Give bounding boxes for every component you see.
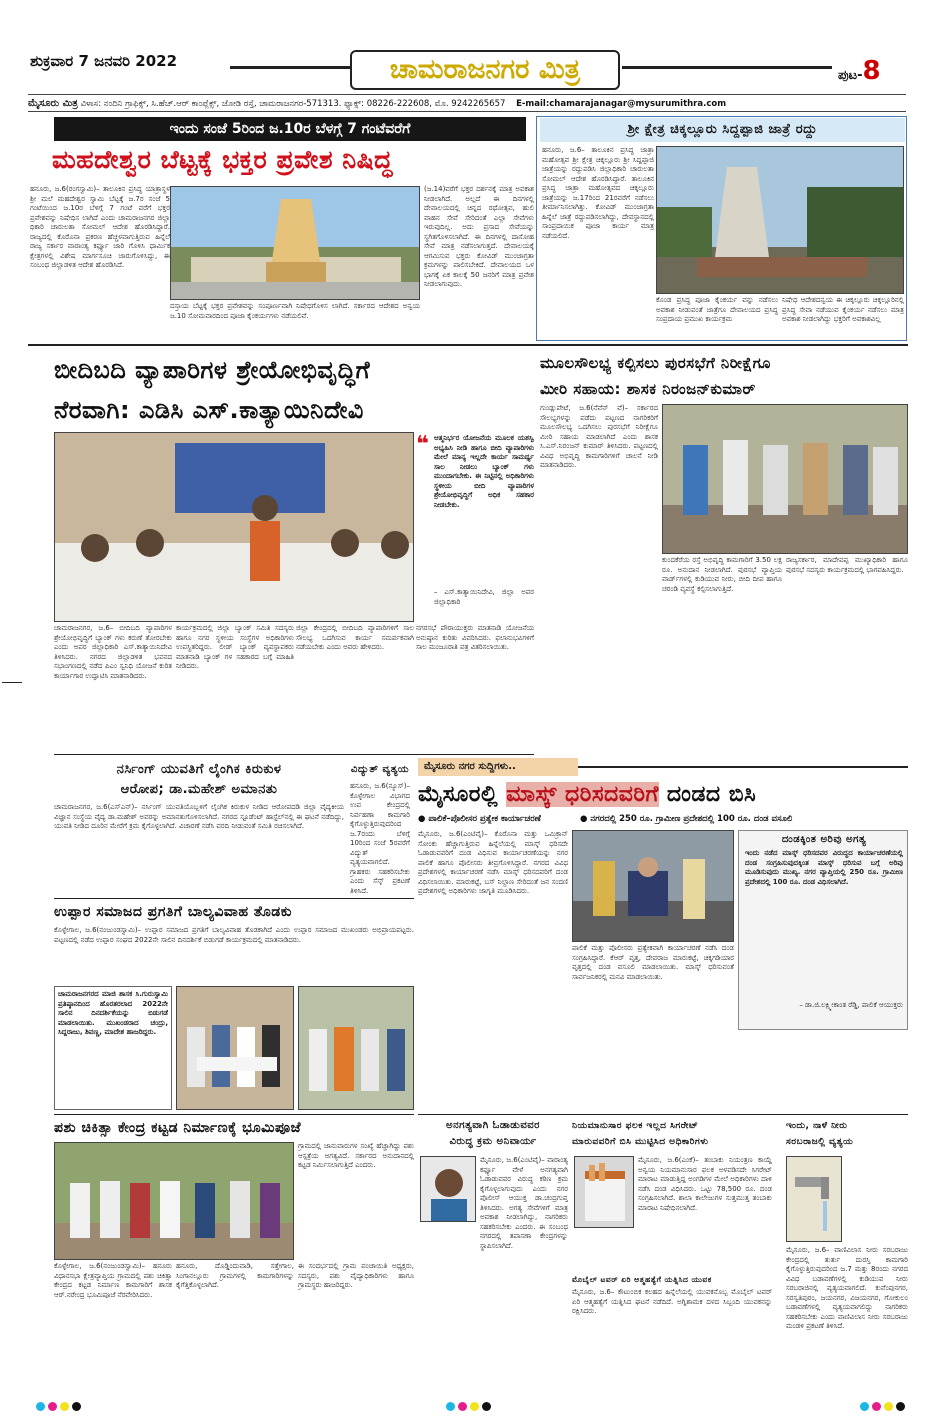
- inauguration-photo-svg: [663, 405, 908, 554]
- story2-headline: ಶ್ರೀ ಕ್ಷೇತ್ರ ಚಿಕ್ಕಲ್ಲೂರು ಸಿದ್ದಪ್ಪಾಜಿ ಜಾತ್ರೆ ರದ್ದು: [540, 118, 905, 142]
- registration-dot-magenta-right: [872, 1402, 881, 1411]
- quote-text: ಆತ್ಮನಿರ್ಭರ ಯೋಜನೆಯ ಮೂಲಕ ಯಶಸ್ವಿ ಅಭ್ಯಹಿಸಿ ನೀಡಿ ಹಾಗೂ ಬೀದಿ ವ್ಯಾಪಾರಿಗಳು ಮೇಲೆ ಮಾನ್ಯ ಇಲ್ಲದೇ ಕಾರ್ಯ ಸಾಮರ್ಥ್ಯ ಸಾಲ ನೀಡಲು ಬ್ಯಾಂಕ್ ಗಳು ಮುಂದಾಗಬೇಕು. ಈ ನಿಟ್ಟಿನಲ್ಲಿ ಅಧಿಕಾರಿಗಳು ಸ್ಥಳೀಯ ಬೀದಿ ವ್ಯಾಪಾರಿಗಳ ಶ್ರೇಯೋಭಿವೃದ್ಧಿಗೆ ಅಧಿಕ ಸಹಕಾರ ನೀಡಬೇಕು.: [434, 434, 534, 509]
- divider-2: [54, 754, 534, 755]
- story3-headline2: ನೆರವಾಗಿ: ಎಡಿಸಿ ಎಸ್.ಕಾತ್ಯಾಯಿನಿದೇವಿ: [54, 396, 364, 424]
- temple-photo: [170, 186, 420, 300]
- story3-headline1: ಬೀದಿಬದಿ ವ್ಯಾಪಾರಿಗಳ ಶ್ರೇಯೋಭಿವೃದ್ಧಿಗೆ: [54, 356, 371, 384]
- commissioner-portrait: [420, 1156, 476, 1222]
- mysuru-label-rule: [578, 766, 908, 768]
- quote-box: [416, 432, 534, 622]
- mysuru-headline-a: ಮೈಸೂರಲ್ಲಿ: [418, 782, 507, 807]
- page-num: 8: [862, 56, 881, 86]
- story4-headline1: ಮೂಲಸೌಲಭ್ಯ ಕಲ್ಪಿಸಲು ಪುರಸಭೆಗೆ ನಿರೀಕ್ಷೆಗೂ: [540, 354, 771, 372]
- issue-date: ಶುಕ್ರವಾರ 7 ಜನವರಿ 2022: [30, 52, 178, 70]
- water-tap-svg: [787, 1157, 842, 1242]
- bhoomi-pooja-photo: [54, 1142, 294, 1260]
- mysuru-box-title: ದಂಡಕ್ಕಿಂತ ಅರಿವು ಅಗತ್ಯ: [781, 834, 867, 845]
- story6-headline: ವಿದ್ಯುತ್ ವ್ಯತ್ಯಯ: [350, 764, 410, 775]
- temple-photo-svg: [171, 187, 420, 300]
- address-text: ವಿಳಾಸ: ನಂದಿನಿ ಗ್ರಾಫಿಕ್ಸ್, ಸಿ.ಹೆಚ್.ಆರ್ ಕಾಂಪ್ಲೆಕ್ಸ್, ಜೋಡಿ ರಸ್ತೆ, ಚಾಮರಾಜನಗರ-571313. ಫ್ಯಾಕ್ಸ್: 08226-222608, ಮೊ. 9242265657: [80, 99, 506, 109]
- story10-headline2: ಮಾರುವವರಿಗೆ ಬಿಸಿ ಮುಟ್ಟಿಸಿದ ಅಧಿಕಾರಿಗಳು: [572, 1137, 709, 1147]
- story11-headline2: ಸರಬರಾಜಲ್ಲಿ ವ್ಯತ್ಯಯ: [786, 1137, 854, 1147]
- address-bar: [28, 94, 906, 112]
- story2-col1: ಹನೂರು, ಜ.6– ತಾಲೂಕಿನ ಪ್ರಸಿದ್ಧ ಜಾತ್ರಾ ಮಹೋತ್ಸವ ಶ್ರೀ ಕ್ಷೇತ್ರ ಚಿಕ್ಕಲ್ಲೂರು ಶ್ರೀ ಸಿದ್ದಪ್ಪಾಜಿ ಜಾತ್ರೆಯನ್ನು ರದ್ದುಪಡಿಸಿ ಜಿಲ್ಲಾಧಿಕಾರಿ ಚಾರುಲತಾ ಸೋಮಲ್ ಆದೇಶ ಹೊರಡಿಸಿದ್ದಾರೆ. ತಾಲೂಕಿನ ಪ್ರಸಿದ್ಧ ಜಾತ್ರಾ ಮಹೋತ್ಸವದ ಚಿಕ್ಕಲ್ಲೂರು ಜಾತ್ರೆಯನ್ನು ಜ.17ರಿಂದ 21ರವರೆಗೆ ನಡೆಸಲು ತೀರ್ಮಾನಿಸಲಾಗಿತ್ತು. ಕೋವಿಡ್ ಮುಂಜಾಗ್ರತಾ ಹಿನ್ನೆಲೆ ಜಾತ್ರೆ ರದ್ದುಪಡಿಸಲಾಗಿದ್ದು, ದೇವಸ್ಥಾನದಲ್ಲಿ ಸಾಂಪ್ರದಾಯಿಕ ಪೂಜಾ ಕಾರ್ಯ ಮಾತ್ರ ನಡೆಯಲಿದೆ.: [542, 146, 654, 240]
- mysuru-headline-b: ಮಾಸ್ಕ್ ಧರಿಸದವರಿಗೆ: [506, 782, 659, 807]
- divider-3: [54, 898, 414, 899]
- calendar-photo-1-svg: [177, 987, 294, 1110]
- mysuru-col2: ಪಾಲಿಕೆ ಮತ್ತು ಪೊಲೀಸರು ಪ್ರತ್ಯೇಕವಾಗಿ ಕಾರ್ಯಾಚರಣೆ ನಡೆಸಿ ದಂಡ ಸಂಗ್ರಹಿಸಿದ್ದಾರೆ. ಕೆಆರ್ ವೃತ್ತ, ದೇವರಾಜ ಮಾರುಕಟ್ಟೆ, ಚಿಕ್ಕಗಡಿಯಾರ ವೃತ್ತದಲ್ಲಿ ದಂಡ ವಸೂಲಿ ಮಾಡಲಾಯಿತು. ಮಾಸ್ಕ್ ಧರಿಸುವಂತೆ ಸಾರ್ವಜನಿಕರಲ್ಲಿ ಮನವಿ ಮಾಡಲಾಯಿತು.: [572, 944, 734, 981]
- story4-col3: ರಾಜ್ಯಸರ್ಕಾರ, ಮಾದೇವಪ್ಪ ಮುಖ್ಯಾಧಿಕಾರಿ ಹಾಗೂ ಪುರಸಭೆ ಸದಸ್ಯರು ಕಾರ್ಯಕ್ರಮದಲ್ಲಿ ಭಾಗವಹಿಸಿದ್ದರು.: [786, 556, 908, 574]
- story1-col2: ದಸ್ತಾಯ ಬೆಟ್ಟಕ್ಕೆ ಭಕ್ತರ ಪ್ರವೇಶವನ್ನು ಸಂಪೂರ್ಣವಾಗಿ ನಿಷೇಧಗೊಳಿಸ ಲಾಗಿದೆ. ಸರ್ಕಾರದ ಆದೇಶದ ಅನ್ವಯ ಜ.10 ಸೋಮವಾರದಿಂದ ಪೂಜಾ ಕೈಂಕರ್ಯಗಳು ನಡೆಯಲಿವೆ.: [170, 302, 420, 320]
- chikkalluru-photo-svg: [657, 147, 904, 294]
- mysuru-label: ಮೈಸೂರು ನಗರ ಸುದ್ದಿಗಳು..: [418, 758, 578, 776]
- registration-dot-black-right: [896, 1402, 905, 1411]
- mysuru-col1: ಮೈಸೂರು, ಜ.6(ಎಂಟಿವೈ)– ಕೊರೊನಾ ಮತ್ತು ಒಮಿಕ್ರಾನ್ ಸೋಂಕು ಹೆಚ್ಚಾಗುತ್ತಿರುವ ಹಿನ್ನೆಲೆಯಲ್ಲಿ ಮಾಸ್ಕ್ ಧರಿಸದೇ ಓಡಾಡುವವರಿಗೆ ದಂಡ ವಿಧಿಸುವ ಕಾರ್ಯಾಚರಣೆಯನ್ನು ನಗರ ಪಾಲಿಕೆ ಹಾಗೂ ಪೊಲೀಸರು ತೀವ್ರಗೊಳಿಸಿದ್ದಾರೆ. ನಗರದ ವಿವಿಧ ಪ್ರದೇಶಗಳಲ್ಲಿ ಕಾರ್ಯಾಚರಣೆ ನಡೆಸಿ ಮಾಸ್ಕ್ ಧರಿಸದವರಿಗೆ ದಂಡ ವಿಧಿಸಲಾಯಿತು. ಮಾರುಕಟ್ಟೆ, ಬಸ್ ನಿಲ್ದಾಣ ಸೇರಿದಂತೆ ಜನ ಸಂದಣಿ ಪ್ರದೇಶಗಳಲ್ಲಿ ಅಧಿಕಾರಿಗಳು ಜಾಗೃತಿ ಮೂಡಿಸಿದರು.: [418, 830, 568, 895]
- newspaper-title: ಚಾಮರಾಜನಗರ ಮಿತ್ರ: [350, 50, 620, 90]
- cigarette-photo: [574, 1156, 634, 1228]
- page-number: [838, 56, 898, 86]
- registration-dot-cyan-right: [860, 1402, 869, 1411]
- registration-dot-black-left: [72, 1402, 81, 1411]
- registration-dot-cyan-left: [36, 1402, 45, 1411]
- mask-drive-photo-svg: [573, 831, 734, 942]
- story1-headline: ಮಹದೇಶ್ವರ ಬೆಟ್ಟಕ್ಕೆ ಭಕ್ತರ ಪ್ರವೇಶ ನಿಷಿದ್ಧ: [52, 145, 393, 174]
- meeting-photo: [54, 432, 414, 622]
- registration-dot-yellow-right: [884, 1402, 893, 1411]
- masthead-rule-left: [230, 66, 350, 69]
- story11-headline1: ಇಂದು, ನಾಳೆ ನೀರು: [786, 1121, 848, 1131]
- story10-sub-body: ಮೈಸೂರು, ಜ.6– ಕೌಟುಂಬಿಕ ಕಲಹದ ಹಿನ್ನೆಲೆಯಲ್ಲಿ ಯುವಕನೊಬ್ಬ ಮೊಬೈಲ್ ಟವರ್ ಏರಿ ಆತ್ಮಹತ್ಯೆಗೆ ಯತ್ನಿಸಿದ ಘಟನೆ ನಡೆದಿದೆ. ಅಗ್ನಿಶಾಮಕ ದಳದ ಸಿಬ್ಬಂದಿ ಯುವಕನನ್ನು ರಕ್ಷಿಸಿದರು.: [572, 1288, 772, 1315]
- story1-col1: ಹನೂರು, ಜ.6(ರಂಗಸ್ವಾಮಿ)– ತಾಲೂಕಿನ ಪ್ರಸಿದ್ಧ ಯಾತ್ರಾಸ್ಥಳ ಶ್ರೀ ಮಲೆ ಮಹದೇಶ್ವರ ಸ್ವಾಮಿ ಬೆಟ್ಟಕ್ಕೆ ಜ.7ರ ಸಂಜೆ 5 ಗಂಟೆಯಿಂದ ಜ.10ರ ಬೆಳಿಗ್ಗೆ 7 ಗಂಟೆ ವರೆಗೆ ಭಕ್ತರ ಪ್ರವೇಶವನ್ನು ನಿಷೇಧಿಸ ಲಾಗಿದೆ ಎಂದು ಚಾಮರಾಜನಗರ ಜಿಲ್ಲಾ ಧಿಕಾರಿ ಚಾರುಲತಾ ಸೋಮಲ್ ಆದೇಶ ಹೊರಡಿಸಿದ್ದಾರೆ. ರಾಜ್ಯದಲ್ಲಿ ಕೊರೊನಾ ಪ್ರಕರಣ ಹೆಚ್ಚಳವಾಗುತ್ತಿರುವ ಹಿನ್ನೆಲೆ ರಾಜ್ಯ ಸರ್ಕಾರ ವಾರಾಂತ್ಯ ಕರ್ಫ್ಯೂ ಜಾರಿ ಗೊಳಿಸಿ ಧಾರ್ಮಿಕ ಕ್ಷೇತ್ರಗಳಲ್ಲಿ ವಿಶೇಷ ಮಾರ್ಗಸೂಚಿ ಜಾರುಗೊಳಿಸಿದ್ದು, ಈ ಸಂಬಂಧ ಜಿಲ್ಲಾಡಳಿತ ಆದೇಶ ಹೊರಡಿಸಿದೆ.: [30, 185, 170, 269]
- mysuru-sub1: ● ಪಾಲಿಕೆ–ಪೊಲೀಸರ ಪ್ರತ್ಯೇಕ ಕಾರ್ಯಾಚರಣೆ: [418, 814, 541, 824]
- story11-body: ಮೈಸೂರು, ಜ.6– ವಾಣಿವಿಲಾಸ ನೀರು ಸರಬರಾಜು ಕೇಂದ್ರದಲ್ಲಿ ತುರ್ತು ದುರಸ್ತಿ ಕಾಮಗಾರಿ ಕೈಗೊಳ್ಳುತ್ತಿರುವುದರಿಂದ ಜ.7 ಮತ್ತು 8ರಂದು ನಗರದ ವಿವಿಧ ಬಡಾವಣೆಗಳಲ್ಲಿ ಕುಡಿಯುವ ನೀರು ಸರಬರಾಜಿನಲ್ಲಿ ವ್ಯತ್ಯಯವಾಗಲಿದೆ. ಕುವೆಂಪುನಗರ, ಸರಸ್ವತಿಪುರಂ, ಜಯನಗರ, ವಿಜಯನಗರ, ಗೋಕುಲಂ ಬಡಾವಣೆಗಳಲ್ಲಿ ವ್ಯತ್ಯಯವಾಗಲಿದ್ದು ನಾಗರಿಕರು ಸಹಕರಿಸಬೇಕು ಎಂದು ವಾಣಿವಿಲಾಸ ನೀರು ಸರಬರಾಜು ಮಂಡಳಿ ಪ್ರಕಟಣೆ ತಿಳಿಸಿದೆ.: [786, 1246, 908, 1330]
- crop-mark-left: [2, 682, 22, 683]
- chikkalluru-temple-photo: [656, 146, 904, 294]
- quote-by: – ಎಸ್.ಕಾತ್ಯಾಯಿನಿದೇವಿ, ಜಿಲ್ಲಾ ಅಪರ ಜಿಲ್ಲಾಧಿಕಾರಿ: [434, 588, 534, 606]
- story4-col2: ಕುಂದಕೆರೆಯ ರಸ್ತೆ ಅಭಿವೃದ್ಧಿ ಕಾಮಗಾರಿಗೆ 3.50 ಲಕ್ಷ ರೂ. ಅನುದಾನ ನೀಡಲಾಗಿದೆ. ಪುರಸಭೆ ವ್ಯಾಪ್ತಿಯ ವಾರ್ಡ್‌ಗಳಲ್ಲಿ ಕುಡಿಯುವ ನೀರು, ಬೀದಿ ದೀಪ ಹಾಗೂ ಚರಂಡಿ ವ್ಯವಸ್ಥೆ ಕಲ್ಪಿಸಲಾಗುತ್ತಿದೆ.: [662, 556, 782, 593]
- bhoomi-pooja-photo-svg: [55, 1143, 294, 1260]
- story2-caption2: ನಿಷೇಧ ಆದೇಶದನ್ವಯ ಈ ಚಿಕ್ಕಲ್ಲೂರು ಚಿಕ್ಕಲ್ಲೂರಿನಲ್ಲಿ ಪ್ರಸಿದ್ಧ ಸೇವಾ ನಡೆಯುವ ಕೈಂಕರ್ಯ ನಡೆಸಲು ಮಾತ್ರ ಅವಕಾಶ ನೀಡಲಾಗಿದ್ದು ಭಕ್ತರಿಗೆ ಅವಕಾಶವಿಲ್ಲ: [782, 296, 904, 323]
- story8-col4: ಈ ಸಂದರ್ಭದಲ್ಲಿ ಗ್ರಾಮ ಪಂಚಾಯಿತಿ ಅಧ್ಯಕ್ಷರು, ಸದಸ್ಯರು, ಪಶು ವೈದ್ಯಾಧಿಕಾರಿಗಳು ಹಾಗೂ ಗ್ರಾಮಸ್ಥರು ಹಾಜರಿದ್ದರು.: [298, 1262, 414, 1289]
- mask-drive-photo: [572, 830, 734, 942]
- address-brand: ಮೈಸೂರು ಮಿತ್ರ: [28, 98, 78, 109]
- story8-col2: ಗ್ರಾಮದಲ್ಲಿ ಜಾನುವಾರುಗಳ ಸಂಖ್ಯೆ ಹೆಚ್ಚಾಗಿದ್ದು ಪಶು ಆಸ್ಪತ್ರೆಯ ಅಗತ್ಯವಿದೆ. ಸರ್ಕಾರದ ಅನುದಾನದಲ್ಲಿ ಕಟ್ಟಡ ನಿರ್ಮಿಸಲಾಗುತ್ತಿದೆ ಎಂದರು.: [298, 1142, 414, 1169]
- page-label: ಪುಟ-: [838, 68, 863, 83]
- story5-headline1: ನರ್ಸಿಂಗ್ ಯುವತಿಗೆ ಲೈಂಗಿಕ ಕಿರುಕುಳ: [116, 762, 282, 777]
- story8-col1: ಕೊಳ್ಳೇಗಾಲ, ಜ.6(ನಂಜುಂಡಸ್ವಾಮಿ)– ಹನೂರು ವಿಧಾನಸಭಾ ಕ್ಷೇತ್ರವ್ಯಾಪ್ತಿಯ ಗ್ರಾಮದಲ್ಲಿ ಪಶು ಚಿಕಿತ್ಸಾ ಕೇಂದ್ರದ ಕಟ್ಟಡ ನಿರ್ಮಾಣ ಕಾಮಗಾರಿಗೆ ಶಾಸಕ ಆರ್.ನರೇಂದ್ರ ಭೂಮಿಪೂಜೆ ನೆರವೇರಿಸಿದರು.: [54, 1262, 172, 1299]
- story1-col3: (ಜ.14)ವರೆಗೆ ಭಕ್ತರ ದರ್ಶನಕ್ಕೆ ಮಾತ್ರ ಅವಕಾಶ ನೀಡಲಾಗಿದೆ. ಅಲ್ಲದೆ ಈ ದಿನಗಳಲ್ಲಿ ದೇವಾಲಯದಲ್ಲಿ ಚಿನ್ನದ ರಥೋತ್ಸವ, ಹುಲಿ ವಾಹನ ಸೇವೆ ಸೇರಿದಂತೆ ಎಲ್ಲಾ ಸೇವೆಗಳು ಇರುವುದಿಲ್ಲ. ಅದು ಪ್ರಸಾದ ಸೇವೆಯನ್ನು ಸ್ಥಗಿತಗೊಳಿಸಲಾಗಿದೆ. ಈ ದಿನಗಳಲ್ಲಿ ದಾಸೋಹ ಸೇವೆ ಮಾತ್ರ ನಡೆಸಲಾಗುತ್ತದೆ. ದೇವಾಲಯಕ್ಕೆ ಆಗಮಿಸುವ ಭಕ್ತರು ಕೋವಿಡ್ ಮುಂಜಾಗ್ರತಾ ಕ್ರಮಗಳನ್ನು ಪಾಲಿಸಬೇಕಿದೆ. ದೇವಾಲಯದ ಒಳ ಭಾಗಕ್ಕೆ ಏಕ ಕಾಲಕ್ಕೆ 50 ಜನರಿಗೆ ಮಾತ್ರ ಪ್ರವೇಶ ನೀಡಲಾಗುವುದು.: [424, 185, 534, 288]
- masthead-rule-right: [622, 66, 832, 69]
- mysuru-box-by: – ಡಾ.ಜಿ.ಲಕ್ಷ್ಮೀಕಾಂತ ರೆಡ್ಡಿ, ಪಾಲಿಕೆ ಆಯುಕ್ತರು: [799, 1001, 903, 1009]
- story7-box-text: ಚಾಮರಾಜನಗರದ ಮಾಜಿ ಶಾಸಕ ಸಿ.ಗುರುಸ್ವಾಮಿ ಪ್ರತಿಷ್ಠಾನದಿಂದ ಹೊರತರಲಾದ 2022ನೇ ಸಾಲಿನ ದಿನದರ್ಶಿಕೆಯನ್ನು ಬಿಡುಗಡೆ ಮಾಡಲಾಯಿತು. ಮುಖಂಡರಾದ ಚಂದ್ರು, ಸಿದ್ದರಾಜು, ಶಿವಣ್ಣ, ಮಾದೇಶ ಹಾಜರಿದ್ದರು.: [58, 990, 168, 1036]
- calendar-release-photo-2: [298, 986, 414, 1110]
- story4-col1: ಗುಂಡ್ಲುಪೇಟೆ, ಜ.6(ನೆವೆನ್ ವೆ)– ಸರ್ಕಾರದ ಸೌಲಭ್ಯಗಳನ್ನು ಪಡೆದು ಪಟ್ಟಣದ ನಾಗರಿಕರಿಗೆ ಮೂಲಸೌಲಭ್ಯ ಒದಗಿಸಲು ಪುರಸಭೆಗೆ ನಿರೀಕ್ಷೆಗೂ ಮೀರಿ ಸಹಾಯ ಮಾಡಲಾಗಿದೆ ಎಂದು ಶಾಸಕ ಸಿ.ಎಸ್.ನಿರಂಜನ್ ಕುಮಾರ್ ತಿಳಿಸಿದರು. ಪಟ್ಟಣದಲ್ಲಿ ವಿವಿಧ ಅಭಿವೃದ್ಧಿ ಕಾಮಗಾರಿಗಳಿಗೆ ಚಾಲನೆ ನೀಡಿ ಮಾತನಾಡಿದರು.: [540, 404, 658, 469]
- story2-caption1: ಕೊಂಡ ಪ್ರಸಿದ್ಧ ಪೂಜಾ ಕೈಂಕರ್ಯ ವನ್ನು ನಡೆಸಲು ಅವಕಾಶ ನೀಡುವಂತೆ ಜಾತ್ರೆಗೂ ದೇವಾಲಯದ ಪ್ರಸಿದ್ಧ ಸಂಪ್ರದಾಯ ಪ್ರಮುಖ ಕಾರ್ಯಕ್ರಮ: [656, 296, 778, 323]
- divider-5: [418, 1114, 908, 1115]
- mysuru-box-body: ಇಂದು ನಡೆದ ಮಾಸ್ಕ್ ಧರಿಸದವರ ವಿರುದ್ಧದ ಕಾರ್ಯಾಚರಣೆಯಲ್ಲಿ ದಂಡ ಸಂಗ್ರಹಿಸುವುದಕ್ಕಿಂತ ಮಾಸ್ಕ್ ಧರಿಸುವ ಬಗ್ಗೆ ಅರಿವು ಮೂಡಿಸುವುದು ಮುಖ್ಯ. ನಗರ ವ್ಯಾಪ್ತಿಯಲ್ಲಿ 250 ರೂ. ಗ್ರಾಮೀಣ ಪ್ರದೇಶದಲ್ಲಿ 100 ರೂ. ದಂಡ ವಿಧಿಸಲಾಗಿದೆ.: [745, 849, 903, 886]
- calendar-release-photo-1: [176, 986, 294, 1110]
- story9-headline1: ಅನಗತ್ಯವಾಗಿ ಓಡಾಡುವವರ: [446, 1120, 540, 1131]
- story7-box: [54, 986, 172, 1110]
- calendar-photo-2-svg: [299, 987, 414, 1110]
- divider-1: [28, 344, 908, 346]
- story7-headline: ಉಪ್ಪಾರ ಸಮಾಜದ ಪ್ರಗತಿಗೆ ಬಾಲ್ಯವಿವಾಹ ತೊಡಕು: [54, 904, 292, 920]
- story11-body-side: [846, 1156, 908, 1242]
- mysuru-headline-c: ದಂಡದ ಬಿಸಿ: [658, 782, 757, 807]
- meeting-photo-svg: [55, 433, 414, 622]
- story3-col2: ಕಾರ್ಯಕ್ರಮದಲ್ಲಿ ಜಿಲ್ಲಾ ಬ್ಯಾಂಕ್ ಸಮಿತಿ ಸದಸ್ಯರು ಹಾಗೂ ನಗರ ಸ್ಥಳೀಯ ಸಂಸ್ಥೆಗಳ ಅಧಿಕಾರಿಗಳು ಉಪಸ್ಥಿತರಿದ್ದರು. ಲೀಡ್ ಬ್ಯಾಂಕ್ ವ್ಯವಸ್ಥಾಪಕರು ಮಾತನಾಡಿ ಬ್ಯಾಂಕ್ ಗಳ ಸಹಕಾರದ ಬಗ್ಗೆ ಮಾಹಿತಿ ನೀಡಿದರು.: [176, 624, 294, 670]
- story8-col3: ಹನೂರು, ದೊಡ್ಡಿಂದುವಾಡಿ, ಸತ್ತೇಗಾಲ, ಸಿಂಗಾನಲ್ಲೂರು ಗ್ರಾಮಗಳಲ್ಲಿ ಕಾಮಗಾರಿಗಳನ್ನು ಕೈಗೆತ್ತಿಕೊಳ್ಳಲಾಗಿದೆ.: [176, 1262, 294, 1289]
- story3-col1: ಚಾಮರಾಜನಗರ, ಜ.6– ಬೀದಿಬದಿ ವ್ಯಾಪಾರಿಗಳ ಶ್ರೇಯೋಭಿವೃದ್ಧಿಗೆ ಬ್ಯಾಂಕ್ ಗಳು ಕರುಣೆ ತೋರಬೇಕು ಎಂದು ಅಪರ ಜಿಲ್ಲಾಧಿಕಾರಿ ಎಸ್.ಕಾತ್ಯಾಯಿನಿದೇವಿ ತಿಳಿಸಿದರು. ನಗರದ ಜಿಲ್ಲಾಡಳಿತ ಭವನದ ಸಭಾಂಗಣದಲ್ಲಿ ನಡೆದ ಪಿಎಂ ಸ್ವನಿಧಿ ಯೋಜನೆ ಕುರಿತ ಕಾರ್ಯಾಗಾರ ಉದ್ಘಾಟಿಸಿ ಮಾತನಾಡಿದರು.: [54, 624, 172, 680]
- story3-col4: ನಗರಸಭೆ ಪೌರಾಯುಕ್ತರು ಮಾತನಾಡಿ ಯೋಜನೆಯ ಅನುಷ್ಠಾನ ಕುರಿತು ವಿವರಿಸಿದರು. ಫಲಾನುಭವಿಗಳಿಗೆ ಸಾಲ ಮಂಜೂರಾತಿ ಪತ್ರ ವಿತರಿಸಲಾಯಿತು.: [416, 624, 534, 651]
- registration-dot-black-mid: [482, 1402, 491, 1411]
- inauguration-photo: [662, 404, 908, 554]
- registration-dot-cyan-mid: [446, 1402, 455, 1411]
- story9-headline2: ವಿರುದ್ಧ ಕ್ರಮ ಅನಿವಾರ್ಯ: [449, 1136, 537, 1147]
- story5-headline2: ಆರೋಪ; ಡಾ.ಮಹೇಶ್ ಅಮಾನತು: [120, 782, 278, 797]
- registration-dot-magenta-left: [48, 1402, 57, 1411]
- registration-dot-magenta-mid: [458, 1402, 467, 1411]
- email: E-mail:chamarajanagar@mysurumithra.com: [516, 99, 727, 109]
- story6-body: ಹನೂರು, ಜ.6(ನ್ಯೂಸ್)– ಕೊಳ್ಳೇಗಾಲ ವಿಭಾಗದ ಉಪ ಕೇಂದ್ರದಲ್ಲಿ ನಿರ್ವಹಣಾ ಕಾಮಗಾರಿ ಕೈಗೊಳ್ಳುತ್ತಿರುವುದರಿಂದ ಜ.7ರಂದು ಬೆಳಿಗ್ಗೆ 10ರಿಂದ ಸಂಜೆ 5ರವರೆಗೆ ವಿದ್ಯುತ್ ವ್ಯತ್ಯಯವಾಗಲಿದೆ. ಗ್ರಾಹಕರು ಸಹಕರಿಸಬೇಕು ಎಂದು ಸೆಸ್ಕ್ ಪ್ರಕಟಣೆ ತಿಳಿಸಿದೆ.: [350, 782, 410, 895]
- story8-headline: ಪಶು ಚಿಕಿತ್ಸಾ ಕೇಂದ್ರ ಕಟ್ಟಡ ನಿರ್ಮಾಣಕ್ಕೆ ಭೂಮಿಪೂಜೆ: [54, 1120, 302, 1136]
- mysuru-sub2: ● ನಗರದಲ್ಲಿ 250 ರೂ. ಗ್ರಾಮೀಣ ಪ್ರದೇಶದಲ್ಲಿ 100 ರೂ. ದಂಡ ವಸೂಲಿ: [580, 814, 793, 824]
- story1-band: ಇಂದು ಸಂಜೆ 5ರಿಂದ ಜ.10ರ ಬೆಳಗ್ಗೆ 7 ಗಂಟೆವರೆಗೆ: [54, 117, 526, 141]
- story4-headline2: ಮೀರಿ ಸಹಾಯ: ಶಾಸಕ ನಿರಂಜನ್‌ಕುಮಾರ್: [540, 380, 756, 398]
- story3-col3: ಜಿಲ್ಲಾ ಕೇಂದ್ರದಲ್ಲಿ ಬೀದಿಬದಿ ವ್ಯಾಪಾರಿಗಳಿಗೆ ಸಾಲ ಸೌಲಭ್ಯ ಒದಗಿಸುವ ಕಾರ್ಯ ಸಮರ್ಪಕವಾಗಿ ನಡೆಯಬೇಕು ಎಂದು ಅವರು ಹೇಳಿದರು.: [296, 624, 414, 651]
- story7-body: ಕೊಳ್ಳೇಗಾಲ, ಜ.6(ನಂಜುಂಡಸ್ವಾಮಿ)– ಉಪ್ಪಾರ ಸಮಾಜದ ಪ್ರಗತಿಗೆ ಬಾಲ್ಯವಿವಾಹ ತೊಡಕಾಗಿದೆ ಎಂದು ಉಪ್ಪಾರ ಸಮಾಜದ ಮುಖಂಡರು ಅಭಿಪ್ರಾಯಪಟ್ಟರು. ಪಟ್ಟಣದಲ್ಲಿ ನಡೆದ ಉಪ್ಪಾರ ಸಂಘದ 2022ನೇ ಸಾಲಿನ ದಿನದರ್ಶಿಕೆ ಬಿಡುಗಡೆ ಕಾರ್ಯಕ್ರಮದಲ್ಲಿ ಮಾತನಾಡಿದರು.: [54, 926, 414, 944]
- story10-sub: ಮೊಬೈಲ್ ಟವರ್ ಏರಿ ಆತ್ಮಹತ್ಯೆಗೆ ಯತ್ನಿಸಿದ ಯುವಕ: [572, 1275, 712, 1284]
- cigarette-photo-svg: [575, 1157, 634, 1228]
- portrait-svg: [421, 1157, 476, 1222]
- mysuru-box: [738, 830, 908, 1030]
- divider-4: [54, 1114, 414, 1115]
- registration-dot-yellow-left: [60, 1402, 69, 1411]
- water-tap-photo: [786, 1156, 842, 1242]
- mysuru-headline: [418, 778, 908, 812]
- story5-body: ಚಾಮರಾಜನಗರ, ಜ.6(ಎಸ್‌ಎನ್)– ನರ್ಸಿಂಗ್ ಯುವತಿಯೊಬ್ಬಳಿಗೆ ಲೈಂಗಿಕ ಕಿರುಕುಳ ನೀಡಿದ ಆರೋಪದಡಿ ಜಿಲ್ಲಾ ವೈದ್ಯಕೀಯ ವಿಜ್ಞಾನ ಸಂಸ್ಥೆಯ ವೈದ್ಯ ಡಾ.ಮಹೇಶ್ ಅವರನ್ನು ಅಮಾನತುಗೊಳಿಸಲಾಗಿದೆ. ನಗರದ ಸ್ಟೂಡೆಂಟ್ ಹಾಸ್ಟೆಲ್‌ನಲ್ಲಿ ಈ ಘಟನೆ ನಡೆದಿದ್ದು, ಯುವತಿ ನೀಡಿದ ದೂರಿನ ಮೇರೆಗೆ ಕ್ರಮ ಕೈಗೊಳ್ಳಲಾಗಿದೆ. ವಿಚಾರಣೆ ನಡೆಸಿ ವರದಿ ನೀಡುವಂತೆ ಸಮಿತಿ ರಚಿಸಲಾಗಿದೆ.: [54, 803, 344, 830]
- story10-body: ಮೈಸೂರು, ಜ.6(ಎಂಕೆ)– ತಂಬಾಕು ನಿಯಂತ್ರಣ ಕಾಯ್ದೆ ಅನ್ವಯ ನಿಯಮಾನುಸಾರ ಫಲಕ ಅಳವಡಿಸದೇ ಸಿಗರೇಟ್ ಮಾರಾಟ ಮಾಡುತ್ತಿದ್ದ ಅಂಗಡಿಗಳ ಮೇಲೆ ಅಧಿಕಾರಿಗಳು ದಾಳಿ ನಡೆಸಿ ದಂಡ ವಿಧಿಸಿದರು. ಒಟ್ಟು 78,500 ರೂ. ದಂಡ ಸಂಗ್ರಹಿಸಲಾಗಿದೆ. ಶಾಲಾ ಕಾಲೇಜುಗಳ ಸುತ್ತಮುತ್ತ ತಂಬಾಕು ಮಾರಾಟ ನಿಷೇಧಿಸಲಾಗಿದೆ.: [638, 1156, 772, 1212]
- quote-mark-icon: ❝: [416, 432, 429, 457]
- story9-body: ಮೈಸೂರು, ಜ.6(ಎಂಟಿವೈ)– ವಾರಾಂತ್ಯ ಕರ್ಫ್ಯೂ ವೇಳೆ ಅನಗತ್ಯವಾಗಿ ಓಡಾಡುವವರ ವಿರುದ್ಧ ಕಠಿಣ ಕ್ರಮ ಕೈಗೊಳ್ಳಲಾಗುವುದು ಎಂದು ನಗರ ಪೊಲೀಸ್ ಆಯುಕ್ತ ಡಾ.ಚಂದ್ರಗುಪ್ತ ತಿಳಿಸಿದರು. ಅಗತ್ಯ ಸೇವೆಗಳಿಗೆ ಮಾತ್ರ ಅವಕಾಶ ನೀಡಲಾಗಿದ್ದು, ನಾಗರಿಕರು ಸಹಕರಿಸಬೇಕು ಎಂದರು. ಈ ಸಂಬಂಧ ನಗರದಲ್ಲಿ ತಪಾಸಣಾ ಕೇಂದ್ರಗಳನ್ನು ಸ್ಥಾಪಿಸಲಾಗಿದೆ.: [480, 1156, 568, 1250]
- registration-dot-yellow-mid: [470, 1402, 479, 1411]
- story10-headline1: ನಿಯಮಾನುಸಾರ ಫಲಕ ಇಲ್ಲದ ಸಿಗರೇಟ್: [572, 1121, 699, 1131]
